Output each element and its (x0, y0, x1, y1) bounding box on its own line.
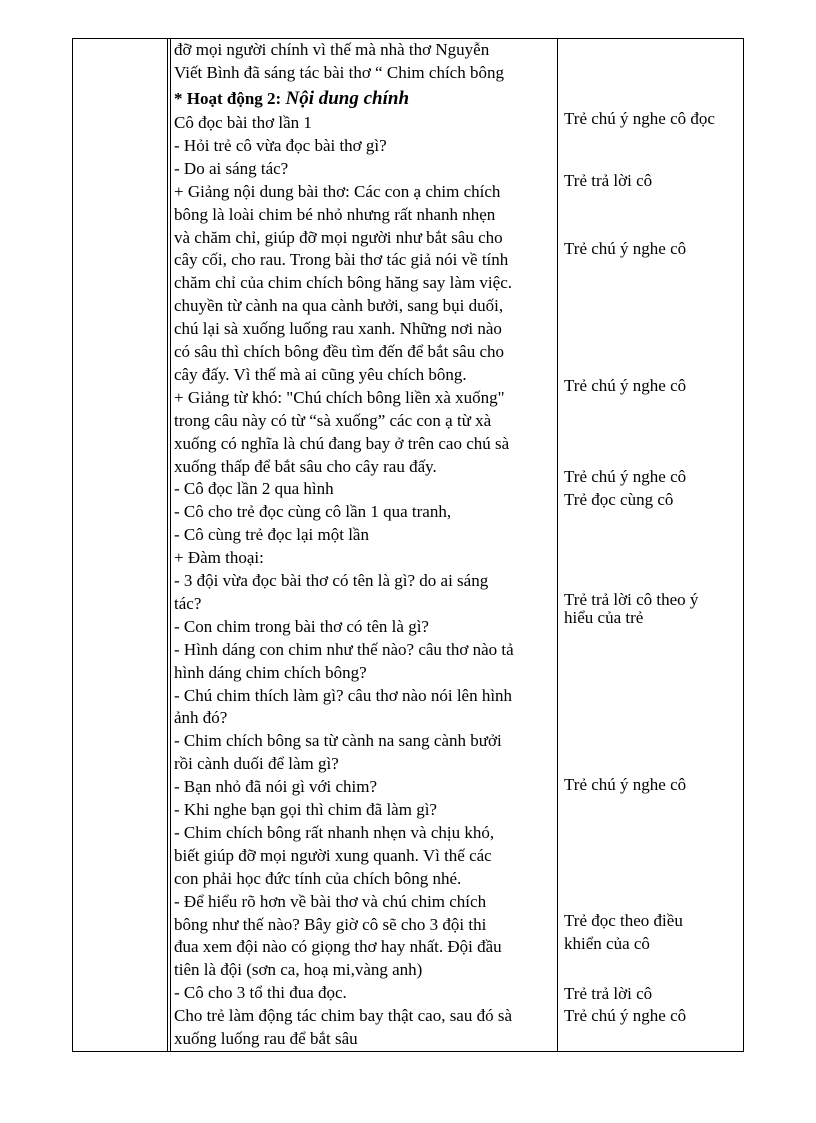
body-line: đua xem đội nào có giọng thơ hay nhất. Đội đầu (174, 937, 502, 957)
response-line: Trẻ đọc theo điều (564, 911, 683, 930)
column-divider-left (167, 38, 168, 1052)
response-line: Trẻ trả lời cô (564, 984, 653, 1003)
body-line: bông là loài chim bé nhỏ nhưng rất nhanh nhẹn (174, 204, 496, 224)
response-line: Trẻ chú ý nghe cô (564, 239, 687, 258)
body-line: + Giảng từ khó: "Chú chích bông liền xà xuống" (174, 387, 505, 407)
body-line: - Cô cùng trẻ đọc lại một lần (174, 525, 369, 545)
body-line: + Đàm thoại: (174, 548, 264, 568)
body-line: - Do ai sáng tác? (174, 158, 289, 178)
response-line: Trẻ đọc cùng cô (564, 490, 674, 509)
body-line: cây đấy. Vì thế mà ai cũng yêu chích bông. (174, 364, 467, 384)
body-line: - 3 đội vừa đọc bài thơ có tên là gì? do ai sáng (174, 571, 489, 590)
body-line: bông như thế nào? Bây giờ cô sẽ cho 3 đội thi (174, 914, 487, 934)
body-line: trong câu này có từ “sà xuống” các con ạ từ xà (174, 410, 492, 430)
heading-prefix: * Hoạt động 2: (174, 89, 286, 108)
body-line: và chăm chỉ, giúp đỡ mọi người như bắt sâu cho (174, 227, 503, 247)
body-line: - Cô cho 3 tổ thi đua đọc. (174, 983, 347, 1003)
response-line: Trẻ trả lời cô theo ý (564, 590, 699, 609)
body-line: + Giảng nội dung bài thơ: Các con ạ chim chích (174, 181, 501, 201)
body-line: - Khi nghe bạn gọi thì chim đã làm gì? (174, 800, 437, 819)
body-line: - Hình dáng con chim như thế nào? câu thơ nào tả (174, 639, 514, 659)
response-line: khiển của cô (564, 934, 650, 953)
response-line: Trẻ chú ý nghe cô (564, 1006, 687, 1025)
body-line: Cho trẻ làm động tác chim bay thật cao, sau đó sà (174, 1006, 513, 1026)
body-line: biết giúp đỡ mọi người xung quanh. Vì thế các (174, 845, 492, 865)
body-line: tác? (174, 593, 202, 613)
body-line: tiên là đội (sơn ca, hoạ mi,vàng anh) (174, 960, 423, 980)
column-divider-right (557, 38, 558, 1052)
body-line: ảnh đó? (174, 708, 228, 728)
response-line: Trẻ chú ý nghe cô (564, 467, 687, 486)
response-line: Trẻ trả lời cô (564, 171, 653, 190)
body-line: Cô đọc bài thơ lần 1 (174, 113, 312, 132)
response-line: Trẻ chú ý nghe cô (564, 775, 687, 794)
response-line: hiểu của trẻ (564, 608, 644, 627)
intro-line: đỡ mọi người chính vì thế mà nhà thơ Nguyễn (174, 40, 490, 59)
body-line: - Chim chích bông sa từ cành na sang cành bưởi (174, 731, 502, 751)
body-line: - Chú chim thích làm gì? câu thơ nào nói lên hình (174, 685, 513, 705)
body-line: - Để hiểu rõ hơn về bài thơ và chú chim chích (174, 891, 487, 911)
body-line: xuống thấp để bắt sâu cho cây rau đấy. (174, 456, 437, 476)
body-line: chăm chỉ của chim chích bông hăng say làm việc. (174, 273, 512, 293)
section-heading (174, 88, 409, 110)
body-line: chuyền từ cành na qua cành bưởi, sang bụi duối, (174, 296, 504, 316)
body-line: rồi cành duối để làm gì? (174, 754, 339, 774)
body-line: - Cô cho trẻ đọc cùng cô lần 1 qua tranh, (174, 502, 452, 522)
intro-line: Viết Bình đã sáng tác bài thơ “ Chim chích bông (174, 63, 504, 82)
response-line: Trẻ chú ý nghe cô đọc (564, 109, 715, 128)
body-line: - Bạn nhỏ đã nói gì với chim? (174, 777, 378, 797)
body-line: xuống luống rau để bắt sâu (174, 1029, 358, 1048)
body-line: - Hỏi trẻ cô vừa đọc bài thơ gì? (174, 135, 387, 155)
heading-title: Nội dung chính (285, 88, 410, 109)
body-line: hình dáng chim chích bông? (174, 662, 367, 682)
body-line: cây cối, cho rau. Trong bài thơ tác giả nói về tính (174, 250, 509, 270)
column-divider-left-double (170, 38, 171, 1052)
body-line: - Con chim trong bài thơ có tên là gì? (174, 616, 429, 636)
response-line: Trẻ chú ý nghe cô (564, 376, 687, 395)
body-line: chú lại sà xuống luống rau xanh. Những nơi nào (174, 319, 502, 339)
body-line: - Cô đọc lần 2 qua hình (174, 479, 334, 499)
body-line: - Chim chích bông rất nhanh nhẹn và chịu khó, (174, 822, 495, 842)
body-line: xuống có nghĩa là chú đang bay ở trên cao chú sà (174, 433, 510, 453)
body-line: con phải học đức tính của chích bông nhé. (174, 868, 462, 888)
body-line: có sâu thì chích bông đều tìm đến để bắt sâu cho (174, 342, 504, 361)
